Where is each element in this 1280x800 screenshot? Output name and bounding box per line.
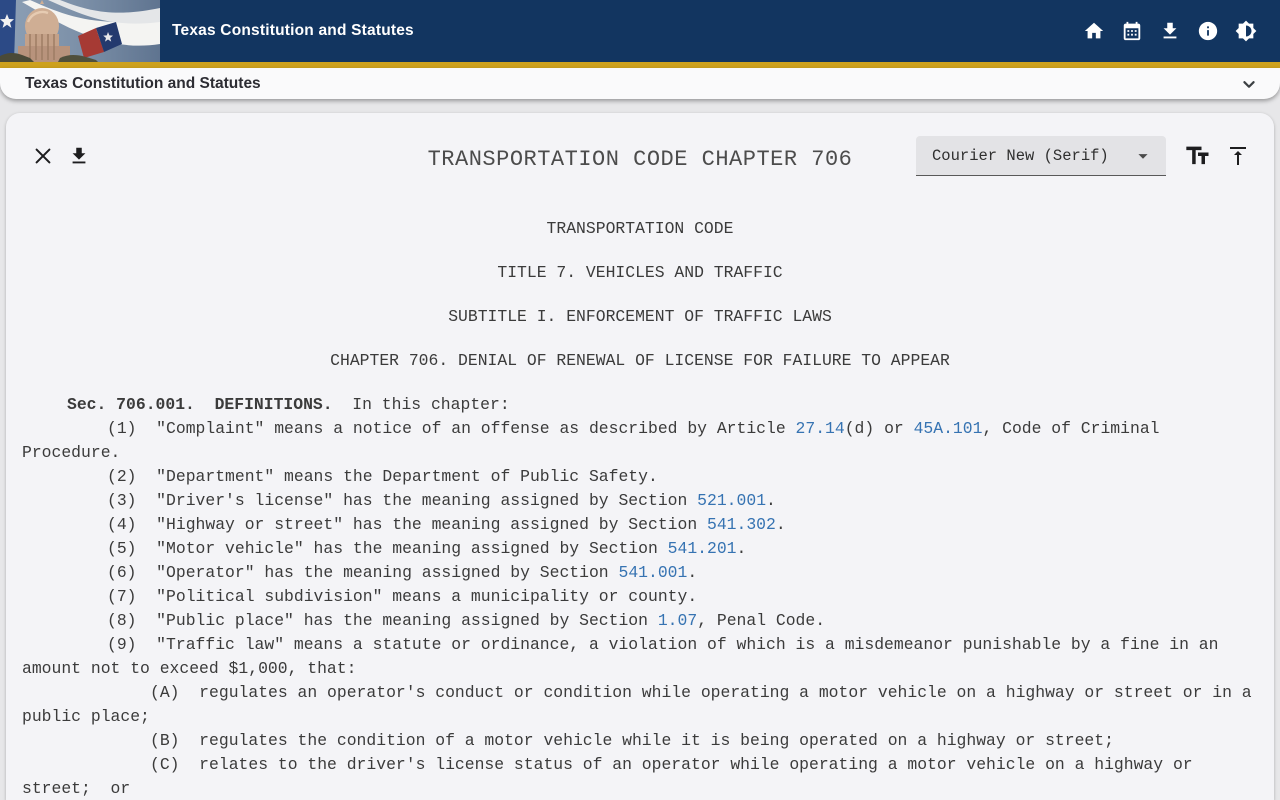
doc-text <box>195 395 215 414</box>
doc-text: . <box>687 563 698 582</box>
download-icon <box>1159 20 1181 42</box>
doc-text: TRANSPORTATION CODE <box>546 219 734 238</box>
doc-line <box>22 585 1258 609</box>
doc-text: (C) relates to the driver's license status of an operator while operating a motor vehicle on a highway or <box>150 755 1193 774</box>
vertical-align-top-icon <box>1226 144 1250 168</box>
doc-line <box>22 417 1258 441</box>
doc-text: CHAPTER 706. DENIAL OF RENEWAL OF LICENSE FOR FAILURE TO APPEAR <box>330 351 950 370</box>
statute-link[interactable]: 541.302 <box>707 515 776 534</box>
doc-text: . <box>736 539 747 558</box>
doc-line <box>22 489 1258 513</box>
statute-text <box>6 217 1274 800</box>
doc-text: (9) "Traffic law" means a statute or ordinance, a violation of which is a misdemeanor punishable by a fine in an <box>107 635 1219 654</box>
doc-line <box>22 537 1258 561</box>
doc-line <box>22 465 1258 489</box>
doc-line <box>22 441 1258 465</box>
doc-text: amount not to exceed $1,000, that: <box>22 659 357 678</box>
doc-heading-line <box>22 217 1258 241</box>
doc-text: Procedure. <box>22 443 121 462</box>
doc-text: Sec. 706.001. <box>67 395 195 414</box>
collection-header[interactable] <box>0 68 1280 99</box>
doc-text: , Code of Criminal <box>982 419 1160 438</box>
statute-link[interactable]: 45A.101 <box>913 419 983 438</box>
doc-heading-line <box>22 305 1258 329</box>
doc-text: (8) "Public place" has the meaning assigned by Section <box>107 611 658 630</box>
statute-link[interactable]: 521.001 <box>697 491 767 510</box>
font-select[interactable] <box>916 136 1166 176</box>
doc-line <box>22 393 1258 417</box>
collection-title: Texas Constitution and Statutes <box>25 74 261 92</box>
calendar-button[interactable] <box>1120 19 1144 43</box>
download-button[interactable] <box>1158 19 1182 43</box>
doc-line <box>22 513 1258 537</box>
doc-heading-line <box>22 261 1258 285</box>
doc-text: SUBTITLE I. ENFORCEMENT OF TRAFFIC LAWS <box>448 307 832 326</box>
scroll-to-top-button[interactable] <box>1226 144 1250 168</box>
doc-line <box>22 705 1258 729</box>
font-select-value: Courier New (Serif) <box>932 146 1109 165</box>
home-button[interactable] <box>1082 19 1106 43</box>
document-title: TRANSPORTATION CODE CHAPTER 706 <box>427 147 853 172</box>
document-card <box>6 113 1274 800</box>
navbar-actions <box>1082 19 1258 43</box>
top-navbar <box>0 0 1280 62</box>
doc-text: TITLE 7. VEHICLES AND TRAFFIC <box>497 263 783 282</box>
doc-heading-line <box>22 349 1258 373</box>
doc-text: (A) regulates an operator's conduct or condition while operating a motor vehicle on a highway or street or in a <box>150 683 1252 702</box>
statute-link[interactable]: 1.07 <box>657 611 698 630</box>
chevron-down-icon <box>1238 73 1260 95</box>
doc-text: (7) "Political subdivision" means a municipality or county. <box>107 587 698 606</box>
doc-line <box>22 753 1258 777</box>
doc-text: , Penal Code. <box>697 611 826 630</box>
doc-text: . <box>775 515 786 534</box>
doc-text: street; or <box>22 779 131 798</box>
calendar-icon <box>1121 20 1143 42</box>
collapse-button[interactable] <box>1238 73 1260 95</box>
doc-text: (B) regulates the condition of a motor vehicle while it is being operated on a highway or street; <box>150 731 1114 750</box>
format-size-button[interactable] <box>1184 142 1212 170</box>
doc-text: (4) "Highway or street" has the meaning assigned by Section <box>107 515 707 534</box>
doc-line <box>22 633 1258 657</box>
close-document-button[interactable] <box>32 145 54 167</box>
info-icon <box>1197 20 1219 42</box>
doc-text: (1) "Complaint" means a notice of an offense as described by Article <box>107 419 796 438</box>
app-title: Texas Constitution and Statutes <box>172 22 414 39</box>
statute-link[interactable]: 27.14 <box>795 419 845 438</box>
close-icon <box>32 145 54 167</box>
download-document-button[interactable] <box>68 145 90 167</box>
doc-text: . <box>766 491 776 510</box>
doc-line <box>22 681 1258 705</box>
doc-text: (2) "Department" means the Department of Public Safety. <box>107 467 658 486</box>
statute-link[interactable]: 541.001 <box>618 563 688 582</box>
brightness-button[interactable] <box>1234 19 1258 43</box>
download-icon <box>68 145 90 167</box>
doc-line <box>22 561 1258 585</box>
doc-line <box>22 777 1258 800</box>
format-size-icon <box>1184 142 1212 170</box>
doc-text: (6) "Operator" has the meaning assigned by Section <box>107 563 619 582</box>
doc-text: DEFINITIONS. <box>214 395 333 414</box>
home-icon <box>1083 20 1105 42</box>
texas-capitol-logo <box>0 0 160 62</box>
doc-text: public place; <box>22 707 150 726</box>
doc-line <box>22 729 1258 753</box>
doc-text: (5) "Motor vehicle" has the meaning assigned by Section <box>107 539 668 558</box>
brightness-icon <box>1235 20 1257 42</box>
doc-line <box>22 657 1258 681</box>
dropdown-arrow-icon <box>1132 145 1154 167</box>
doc-text: (3) "Driver's license" has the meaning assigned by Section <box>107 491 698 510</box>
info-button[interactable] <box>1196 19 1220 43</box>
doc-line <box>22 609 1258 633</box>
statute-link[interactable]: 541.201 <box>667 539 737 558</box>
doc-text: (d) or <box>844 419 914 438</box>
document-toolbar <box>6 113 1274 177</box>
doc-text: In this chapter: <box>332 395 510 414</box>
